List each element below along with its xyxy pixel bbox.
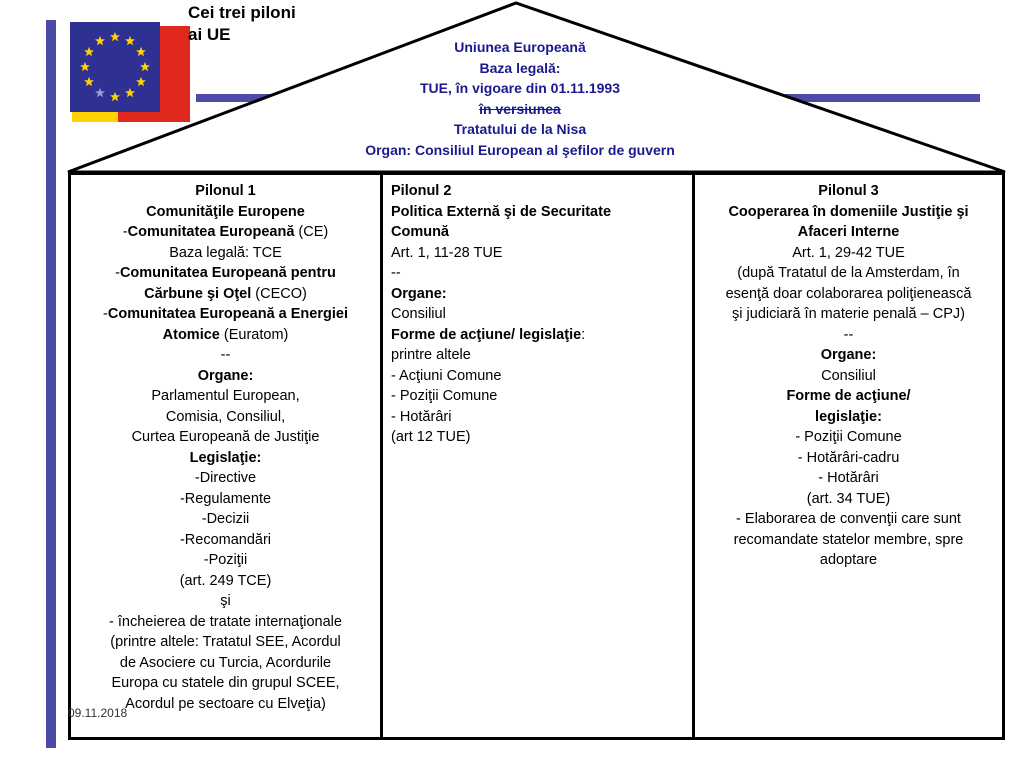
pillar-text: (CE) bbox=[294, 224, 329, 240]
pillar-text: : bbox=[581, 326, 586, 343]
pillar-text: Atomice bbox=[162, 326, 220, 343]
pillar-text: - Hotărâri-cadru bbox=[797, 449, 900, 466]
pillar-text: - Elaborarea de convenţii care sunt bbox=[736, 511, 961, 527]
pillar-1-line bbox=[71, 468, 380, 489]
pillar-3-line bbox=[701, 263, 996, 284]
roof-line: în versiunea bbox=[479, 100, 561, 117]
pillar-3-line bbox=[701, 530, 996, 551]
pillar-1-line bbox=[71, 345, 380, 366]
pillar-text: recomandate statelor membre, spre bbox=[733, 531, 964, 548]
pillar-text: Afaceri Interne bbox=[797, 224, 900, 240]
pillar-text: Cărbune şi Oţel bbox=[144, 285, 252, 302]
pillar-text: de Asociere cu Turcia, Acordurile bbox=[119, 654, 332, 671]
pillar-text: -Decizii bbox=[201, 511, 250, 527]
pillar-1-line bbox=[71, 325, 380, 346]
pillar-3-line bbox=[701, 304, 996, 325]
pillar-text: Organe: bbox=[391, 285, 447, 302]
roof-line: TUE, în vigoare din 01.11.1993 bbox=[420, 80, 620, 96]
pillar-1-line bbox=[71, 222, 380, 243]
pillar-text: Cooperarea în domeniile Justiţie şi bbox=[728, 203, 969, 220]
pillar-text: (art. 249 TCE) bbox=[179, 572, 272, 589]
pillar-text: (art 12 TUE) bbox=[391, 429, 471, 445]
pillar-1-line bbox=[71, 366, 380, 387]
pillar-text: Europa cu statele din grupul SCEE, bbox=[111, 675, 340, 691]
pillar-text: Organe: bbox=[197, 367, 254, 384]
pillar-1-line bbox=[71, 571, 380, 592]
pillar-text: (Euratom) bbox=[219, 326, 289, 343]
roof-line: Organ: Consiliul European al şefilor de guvern bbox=[365, 141, 675, 158]
pillar-1-line bbox=[71, 612, 380, 633]
pillar-text: -- bbox=[391, 265, 401, 281]
pillar-2-line bbox=[391, 427, 692, 448]
pillar-2-line bbox=[391, 386, 692, 407]
pillar-3-line bbox=[701, 468, 996, 489]
pillar-1-line bbox=[71, 591, 380, 612]
pillar-1-line bbox=[71, 653, 380, 674]
pillar-1-line bbox=[71, 632, 380, 653]
pillar-3-line bbox=[701, 345, 996, 366]
slide-title-line-2: ai UE bbox=[188, 25, 231, 44]
pillar-3-line bbox=[701, 407, 996, 428]
pillar-text: Pilonul 1 bbox=[195, 183, 256, 199]
pillar-text: -Poziţii bbox=[203, 552, 248, 568]
pillar-text: Curtea Europeană de Justiţie bbox=[131, 429, 320, 445]
pillar-1-line bbox=[71, 243, 380, 264]
pillar-text: Organe: bbox=[820, 347, 877, 363]
roof-line: Uniunea Europeană bbox=[454, 39, 586, 55]
pillar-text: -- bbox=[843, 326, 854, 343]
pillar-text: (CECO) bbox=[251, 285, 307, 302]
pillar-text: şi judiciară în materie penală – CPJ) bbox=[732, 306, 965, 322]
pillar-1-line bbox=[71, 181, 380, 202]
pillar-2-line bbox=[391, 407, 692, 428]
pillar-3-line bbox=[701, 202, 996, 223]
pillar-3-line bbox=[701, 386, 996, 407]
pillar-2-line bbox=[391, 181, 692, 202]
pillar-1-line bbox=[71, 263, 380, 284]
pillar-text: -Directive bbox=[194, 470, 257, 486]
pillars-table bbox=[68, 172, 1005, 740]
slide-date: 09.11.2018 bbox=[68, 706, 128, 720]
pillar-text: legislaţie: bbox=[815, 408, 882, 425]
pillar-1-line bbox=[71, 386, 380, 407]
pillar-text: - încheierea de tratate internaţionale bbox=[109, 613, 342, 630]
pillar-2 bbox=[383, 175, 695, 737]
pillar-text: Comisia, Consiliul, bbox=[165, 408, 286, 425]
pillar-2-line bbox=[391, 243, 692, 264]
pillar-3-line bbox=[701, 489, 996, 510]
pillar-text: Parlamentul European, bbox=[151, 388, 300, 404]
pillar-text: (art. 34 TUE) bbox=[806, 490, 891, 507]
pillar-text: esenţă doar colaborarea poliţienească bbox=[725, 285, 972, 302]
pillar-3-line bbox=[701, 222, 996, 243]
pillar-text: Pilonul 2 bbox=[391, 183, 452, 199]
pillar-text: Baza legală: TCE bbox=[169, 244, 282, 261]
pillar-text: adoptare bbox=[819, 552, 878, 568]
pillar-3-line bbox=[701, 181, 996, 202]
pillar-text: - bbox=[103, 306, 108, 322]
pillar-3-line bbox=[701, 284, 996, 305]
roof-line: Baza legală: bbox=[479, 59, 561, 76]
pillar-1-line bbox=[71, 530, 380, 551]
pillar-1-line bbox=[71, 448, 380, 469]
pillar-text: Comunitatea Europeană a Energiei bbox=[107, 306, 348, 322]
pillar-2-line bbox=[391, 222, 692, 243]
pillar-2-line bbox=[391, 202, 692, 223]
pillar-text: - Acţiuni Comune bbox=[391, 367, 502, 384]
pillar-text: -Recomandări bbox=[179, 531, 272, 548]
pillar-1-line bbox=[71, 202, 380, 223]
pillar-1 bbox=[71, 175, 383, 737]
pillar-2-line bbox=[391, 304, 692, 325]
pillar-3-line bbox=[701, 366, 996, 387]
pillar-1-line bbox=[71, 284, 380, 305]
pillar-2-line bbox=[391, 263, 692, 284]
pillar-1-line bbox=[71, 427, 380, 448]
pillar-text: Comunităţile Europene bbox=[146, 203, 305, 220]
pillar-text: - Hotărâri bbox=[818, 470, 879, 486]
roof-line: Tratatului de la Nisa bbox=[453, 121, 587, 137]
pillar-3-line bbox=[701, 243, 996, 264]
pillar-3 bbox=[695, 175, 1002, 737]
pillar-text: Pilonul 3 bbox=[818, 183, 879, 199]
pillar-1-line bbox=[71, 304, 380, 325]
pillar-text: Acordul pe sectoare cu Elveţia) bbox=[125, 695, 326, 712]
pillar-1-line bbox=[71, 407, 380, 428]
pillar-2-line bbox=[391, 284, 692, 305]
pillar-text: Forme de acţiune/ legislaţie bbox=[391, 326, 582, 343]
pillar-text: - Poziţii Comune bbox=[391, 388, 498, 404]
pillar-text: Politica Externă şi de Securitate bbox=[391, 203, 612, 220]
pillar-text: Comună bbox=[391, 224, 449, 240]
pillar-text: Legislaţie: bbox=[189, 449, 262, 466]
pillar-text: - bbox=[122, 224, 128, 240]
pillar-3-line bbox=[701, 509, 996, 530]
pillar-text: Consiliul bbox=[821, 367, 876, 384]
pillar-2-line bbox=[391, 366, 692, 387]
roof-text bbox=[330, 37, 710, 160]
pillar-text: Comunitatea Europeană bbox=[127, 224, 295, 240]
pillar-text: -Regulamente bbox=[179, 490, 272, 507]
pillar-text: - Poziţii Comune bbox=[795, 429, 902, 445]
pillar-text: - Hotărâri bbox=[391, 408, 452, 425]
slide-title-line-1: Cei trei piloni bbox=[188, 3, 296, 22]
pillar-3-line bbox=[701, 448, 996, 469]
pillar-3-line bbox=[701, 427, 996, 448]
pillar-1-line bbox=[71, 509, 380, 530]
pillar-text: - bbox=[115, 265, 120, 281]
pillar-text: -- bbox=[220, 347, 231, 363]
pillar-text: (printre altele: Tratatul SEE, Acordul bbox=[110, 634, 341, 650]
pillar-text: Comunitatea Europeană pentru bbox=[119, 265, 336, 281]
pillar-3-line bbox=[701, 550, 996, 571]
pillar-text: Consiliul bbox=[391, 306, 446, 322]
pillar-3-line bbox=[701, 325, 996, 346]
pillar-text: (după Tratatul de la Amsterdam, în bbox=[737, 265, 960, 281]
pillar-text: şi bbox=[220, 593, 231, 609]
pillar-text: Forme de acţiune/ bbox=[786, 388, 911, 404]
pillar-1-line bbox=[71, 489, 380, 510]
pillar-text: Art. 1, 11-28 TUE bbox=[391, 244, 503, 261]
pillar-1-line bbox=[71, 550, 380, 571]
pillar-2-line bbox=[391, 325, 692, 346]
pillar-text: printre altele bbox=[391, 347, 471, 363]
pillar-1-line bbox=[71, 673, 380, 694]
pillar-text: Art. 1, 29-42 TUE bbox=[792, 244, 905, 261]
pillar-2-line bbox=[391, 345, 692, 366]
